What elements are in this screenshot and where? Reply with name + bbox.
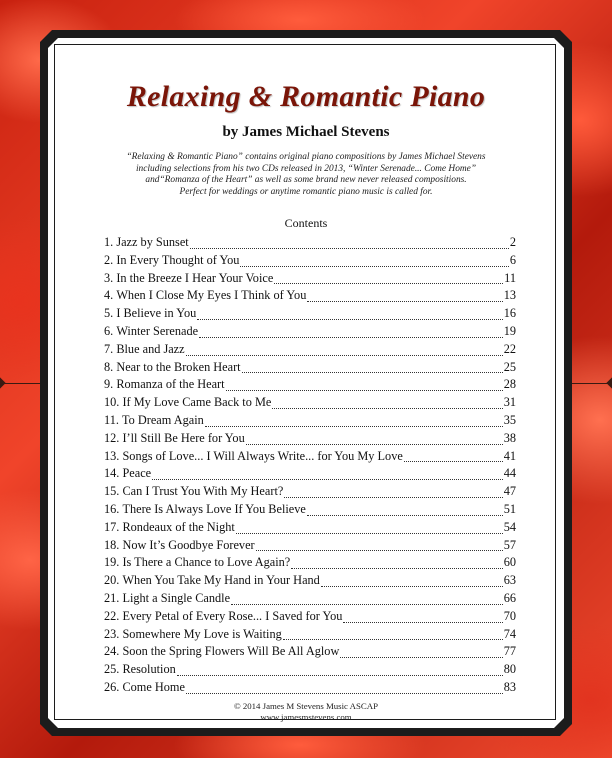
toc-entry-page: 66 (503, 590, 516, 605)
toc-leader-dots (186, 354, 503, 356)
toc-entry-page: 13 (503, 288, 516, 303)
toc-entry-title: I Believe in You (116, 306, 197, 321)
website-link[interactable]: www.jamesmstevens.com (260, 712, 352, 722)
document-title: Relaxing & Romantic Piano (126, 80, 486, 113)
toc-entry-page: 80 (503, 662, 516, 677)
copyright-notice: © 2014 James M Stevens Music ASCAP (233, 701, 379, 711)
toc-entry-page: 74 (503, 626, 516, 641)
toc-entry[interactable] (104, 591, 516, 609)
toc-entry-number: 22. (104, 608, 120, 623)
toc-entry-number: 14. (104, 466, 120, 481)
toc-entry-title: Winter Serenade (116, 323, 199, 338)
toc-entry-page: 83 (503, 679, 516, 694)
toc-entry-title: Blue and Jazz (116, 341, 185, 356)
toc-entry[interactable] (104, 360, 516, 378)
toc-leader-dots (283, 638, 503, 640)
toc-entry[interactable] (104, 609, 516, 627)
toc-entry-title: Jazz by Sunset (116, 235, 189, 249)
toc-entry-title: I’ll Still Be Here for You (122, 430, 245, 445)
toc-entry[interactable] (104, 431, 516, 449)
toc-entry[interactable] (104, 520, 516, 538)
toc-entry-number: 2. (104, 252, 114, 267)
toc-entry-title: Every Petal of Every Rose... I Saved for You (122, 608, 343, 623)
toc-leader-dots (199, 336, 503, 338)
description-line: including selections from his two CDs released in 2013, “Winter Serenade... Come Home” (135, 163, 477, 174)
footer (60, 701, 552, 723)
toc-entry-page: 77 (503, 644, 516, 659)
toc-entry-title: Somewhere My Love is Waiting (122, 626, 282, 641)
toc-leader-dots (236, 532, 503, 534)
toc-entry[interactable] (104, 644, 516, 662)
toc-leader-dots (307, 514, 503, 516)
toc-entry-number: 18. (104, 537, 120, 552)
toc-entry[interactable] (104, 377, 516, 395)
toc-leader-dots (190, 247, 509, 249)
toc-leader-dots (274, 282, 503, 284)
toc-entry-number: 1. (104, 235, 114, 249)
toc-entry-page: 11 (504, 270, 516, 285)
toc-entry-title: Near to the Broken Heart (116, 359, 241, 374)
toc-entry-number: 9. (104, 377, 114, 392)
toc-entry-number: 20. (104, 573, 120, 588)
toc-entry-title: Songs of Love... I Will Always Write... for You My Love (122, 448, 403, 463)
toc-entry-title: In the Breeze I Hear Your Voice (116, 270, 274, 285)
toc-entry-title: Can I Trust You With My Heart? (122, 484, 284, 499)
toc-entry-page: 44 (503, 466, 516, 481)
toc-entry-number: 15. (104, 484, 120, 499)
toc-entry[interactable] (104, 502, 516, 520)
toc-entry-number: 24. (104, 644, 120, 659)
toc-entry-title: Resolution (122, 662, 176, 677)
toc-entry-number: 16. (104, 501, 120, 516)
toc-entry[interactable] (104, 662, 516, 680)
toc-entry[interactable] (104, 627, 516, 645)
toc-entry-number: 13. (104, 448, 120, 463)
toc-entry-title: Romanza of the Heart (116, 377, 225, 392)
toc-entry-page: 41 (503, 448, 516, 463)
toc-leader-dots (231, 603, 503, 605)
toc-entry[interactable] (104, 449, 516, 467)
toc-entry-title: Peace (122, 466, 152, 481)
toc-entry-number: 11. (104, 412, 119, 427)
toc-entry-page: 31 (503, 395, 516, 410)
toc-entry-number: 3. (104, 270, 114, 285)
toc-entry-number: 8. (104, 359, 114, 374)
toc-leader-dots (291, 567, 502, 569)
toc-entry-number: 7. (104, 341, 114, 356)
toc-entry-title: Soon the Spring Flowers Will Be All Aglow (122, 644, 340, 659)
toc-entry[interactable] (104, 342, 516, 360)
toc-leader-dots (197, 318, 502, 320)
toc-entry-page: 70 (503, 608, 516, 623)
toc-entry-page: 16 (503, 306, 516, 321)
toc-entry-title: If My Love Came Back to Me (122, 395, 272, 410)
toc-leader-dots (343, 621, 502, 623)
toc-entry-number: 6. (104, 323, 114, 338)
toc-entry-page: 22 (503, 341, 516, 356)
author-byline: by James Michael Stevens (222, 124, 390, 140)
toc-entry-page: 60 (503, 555, 516, 570)
toc-leader-dots (321, 585, 503, 587)
toc-entry[interactable] (104, 538, 516, 556)
toc-leader-dots (246, 443, 503, 445)
toc-entry[interactable] (104, 324, 516, 342)
toc-entry-number: 19. (104, 555, 120, 570)
toc-entry-page: 35 (503, 412, 516, 427)
description-line: and“Romanza of the Heart” as well as some brand new never released compositions. (145, 175, 467, 186)
toc-entry[interactable] (104, 395, 516, 413)
toc-leader-dots (186, 692, 503, 694)
toc-leader-dots (284, 496, 502, 498)
toc-leader-dots (340, 656, 502, 658)
description-line: Perfect for weddings or anytime romantic piano music is called for. (179, 186, 433, 197)
table-of-contents (104, 235, 516, 698)
toc-entry-title: When You Take My Hand in Your Hand (122, 573, 320, 588)
toc-leader-dots (240, 265, 508, 267)
toc-leader-dots (272, 407, 502, 409)
toc-leader-dots (307, 300, 502, 302)
description-line: “Relaxing & Romantic Piano” contains original piano compositions by James Michael Stevens (126, 152, 486, 162)
right-ornament-diamond (606, 377, 612, 388)
toc-leader-dots (242, 371, 503, 373)
toc-leader-dots (205, 425, 503, 427)
toc-entry-number: 21. (104, 590, 120, 605)
toc-entry-title: In Every Thought of You (116, 252, 240, 267)
toc-entry-title: Now It’s Goodbye Forever (122, 537, 255, 552)
toc-entry[interactable] (104, 288, 516, 306)
toc-entry-title: There Is Always Love If You Believe (122, 501, 306, 516)
toc-entry-number: 10. (104, 395, 120, 410)
description (96, 152, 516, 198)
toc-leader-dots (226, 389, 503, 391)
toc-entry[interactable] (104, 466, 516, 484)
toc-entry-page: 2 (509, 235, 516, 249)
toc-entry-page: 54 (503, 519, 516, 534)
toc-entry[interactable] (104, 413, 516, 431)
toc-entry[interactable] (104, 235, 516, 253)
toc-entry-title: Come Home (122, 679, 185, 694)
toc-entry-page: 63 (503, 573, 516, 588)
toc-entry-page: 38 (503, 430, 516, 445)
toc-entry-number: 12. (104, 430, 120, 445)
toc-entry-number: 4. (104, 288, 114, 303)
toc-entry[interactable] (104, 253, 516, 271)
toc-entry-page: 57 (503, 537, 516, 552)
toc-leader-dots (256, 549, 503, 551)
toc-entry-number: 25. (104, 662, 120, 677)
toc-entry[interactable] (104, 484, 516, 502)
contents-heading: Contents (284, 216, 328, 230)
toc-entry-number: 5. (104, 306, 114, 321)
toc-leader-dots (177, 674, 503, 676)
toc-entry[interactable] (104, 271, 516, 289)
left-ornament-diamond (0, 377, 6, 388)
toc-entry-number: 17. (104, 519, 120, 534)
toc-entry-page: 25 (503, 359, 516, 374)
toc-entry-number: 26. (104, 679, 120, 694)
toc-entry-page: 6 (509, 252, 516, 267)
toc-entry-page: 47 (503, 484, 516, 499)
toc-entry-title: When I Close My Eyes I Think of You (116, 288, 307, 303)
toc-entry-page: 51 (503, 501, 516, 516)
toc-entry[interactable] (104, 555, 516, 573)
toc-entry-title: Rondeaux of the Night (122, 519, 235, 534)
toc-leader-dots (152, 478, 503, 480)
toc-entry[interactable] (104, 306, 516, 324)
toc-entry-number: 23. (104, 626, 120, 641)
toc-entry-title: Is There a Chance to Love Again? (122, 555, 291, 570)
toc-entry[interactable] (104, 573, 516, 591)
toc-entry[interactable] (104, 680, 516, 698)
toc-entry-title: Light a Single Candle (122, 590, 231, 605)
toc-entry-title: To Dream Again (122, 412, 204, 427)
toc-entry-page: 28 (503, 377, 516, 392)
toc-entry-page: 19 (503, 323, 516, 338)
toc-leader-dots (404, 460, 503, 462)
